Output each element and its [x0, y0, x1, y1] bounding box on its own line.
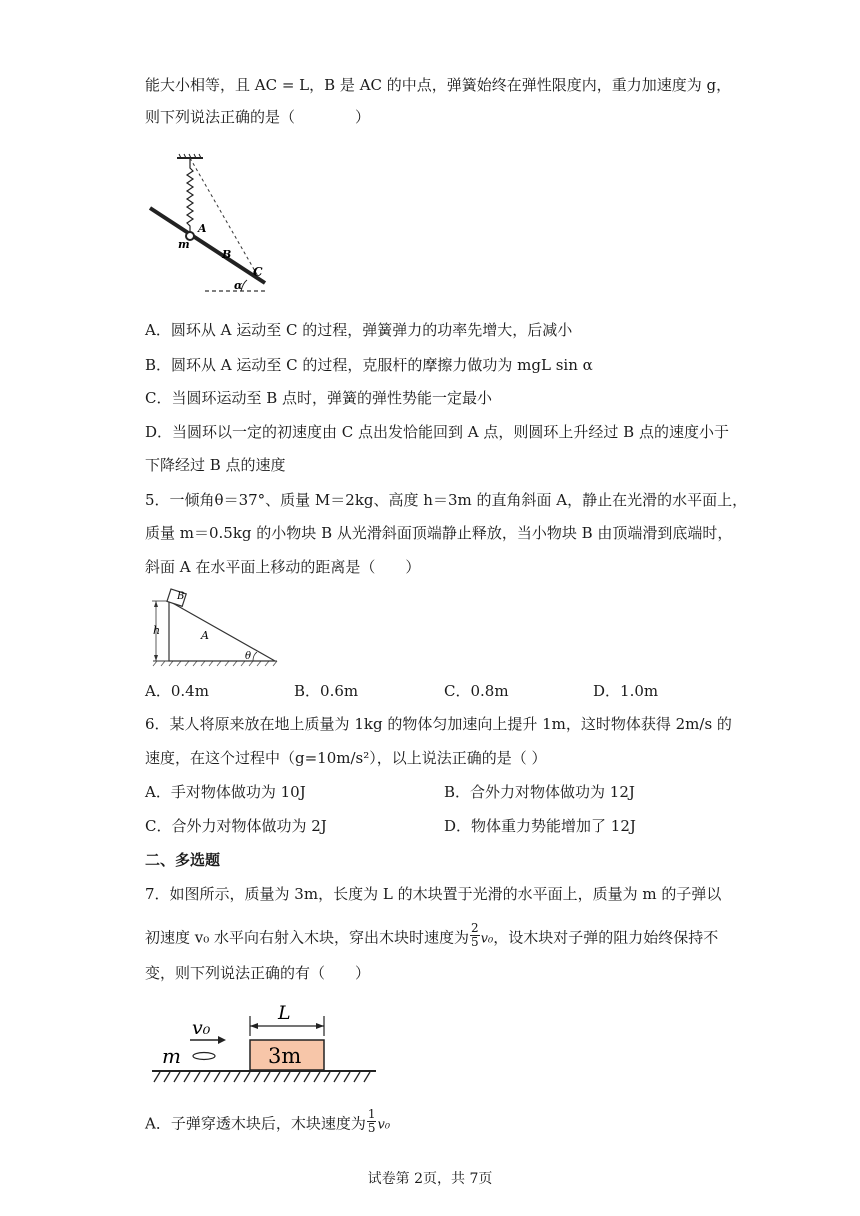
- q5-line-1: 5．一倾角θ＝37°、质量 M＝2kg、高度 h＝3m 的直角斜面 A，静止在光滑的水平面上，: [145, 491, 748, 509]
- q7-option-a-num: 1: [367, 1107, 376, 1121]
- q6-option-b: B．合外力对物体做功为 12J: [444, 783, 635, 801]
- q7-figure: [150, 1000, 380, 1095]
- q5-label-A: A: [201, 629, 209, 642]
- q4-label-A: A: [198, 222, 207, 235]
- q4-option-c: C．当圆环运动至 B 点时，弹簧的弹性势能一定最小: [145, 389, 493, 407]
- q7-line-2-start: 初速度 v₀ 水平向右射入木块，穿出木块时速度为: [145, 928, 470, 947]
- q7-option-a-fraction: [367, 1108, 377, 1135]
- q4-figure: [145, 150, 275, 300]
- q4-label-C: C: [253, 265, 263, 279]
- q6-option-a: A．手对物体做功为 10J: [145, 783, 306, 801]
- section-heading-multi-choice: 二、多选题: [145, 851, 221, 869]
- q4-label-B: B: [222, 248, 232, 261]
- q5-option-d: D．1.0m: [593, 682, 659, 700]
- q4-option-d: D．当圆环以一定的初速度由 C 点出发恰能回到 A 点，则圆环上升经过 B 点的速度小于: [145, 423, 729, 441]
- q7-line-3: 变，则下列说法正确的有（ ）: [145, 964, 371, 982]
- q6-line-2: 速度，在这个过程中（g=10m/s²），以上说法正确的是（ ）: [145, 749, 547, 767]
- q5-label-B: B: [177, 591, 185, 602]
- q7-label-v0: v₀: [192, 1017, 211, 1039]
- q4-option-d-cont: 下降经过 B 点的速度: [145, 456, 286, 474]
- q5-line-3: 斜面 A 在水平面上移动的距离是（ ）: [145, 558, 421, 576]
- q7-label-L: L: [278, 1002, 291, 1024]
- q5-label-theta: θ: [245, 651, 252, 662]
- q4-label-alpha: α: [234, 279, 243, 292]
- q7-fraction-var: v₀: [480, 931, 494, 947]
- q7-line-2-end: ，设木块对子弹的阻力始终保持不: [493, 928, 719, 947]
- q7-label-m: m: [162, 1044, 181, 1068]
- q4-option-b: B．圆环从 A 运动至 C 的过程，克服杆的摩擦力做功为 mgL sin α: [145, 356, 593, 374]
- q7-label-block: 3m: [268, 1044, 302, 1068]
- q5-option-c: C．0.8m: [444, 682, 509, 700]
- q7-line-2: [145, 921, 719, 952]
- q5-option-a: A．0.4m: [145, 682, 209, 700]
- q5-option-b: B．0.6m: [294, 682, 359, 700]
- q4-line-2: 则下列说法正确的是（ ）: [145, 108, 371, 126]
- q7-fraction-num: 2: [471, 921, 479, 935]
- q5-figure: [145, 585, 285, 670]
- q4-label-m: m: [178, 238, 190, 251]
- q7-option-a-var: v₀: [377, 1117, 391, 1133]
- q7-option-a-den: 5: [367, 1121, 376, 1135]
- page-footer: 试卷第 2页，共 7页: [367, 1171, 493, 1187]
- q5-line-2: 质量 m＝0.5kg 的小物块 B 从光滑斜面顶端静止释放，当小物块 B 由顶端滑到底端时，: [145, 524, 733, 542]
- q7-option-a-text: A．子弹穿透木块后，木块速度为: [145, 1114, 366, 1133]
- q4-option-a: A．圆环从 A 运动至 C 的过程，弹簧弹力的功率先增大，后减小: [145, 321, 573, 339]
- q7-line-1: 7．如图所示，质量为 3m，长度为 L 的木块置于光滑的水平面上，质量为 m 的子弹以: [145, 885, 722, 903]
- q6-option-d: D．物体重力势能增加了 12J: [444, 817, 636, 835]
- q7-option-a: [145, 1107, 391, 1138]
- q7-fraction-den: 5: [471, 935, 479, 949]
- q7-fraction: [470, 922, 480, 949]
- q6-line-1: 6．某人将原来放在地上质量为 1kg 的物体匀加速向上提升 1m，这时物体获得 2m/s 的: [145, 715, 732, 733]
- q4-line-1: 能大小相等，且 AC = L，B 是 AC 的中点，弹簧始终在弹性限度内，重力加速度为 g，: [145, 76, 732, 94]
- q6-option-c: C．合外力对物体做功为 2J: [145, 817, 327, 835]
- q5-label-h: h: [153, 624, 161, 637]
